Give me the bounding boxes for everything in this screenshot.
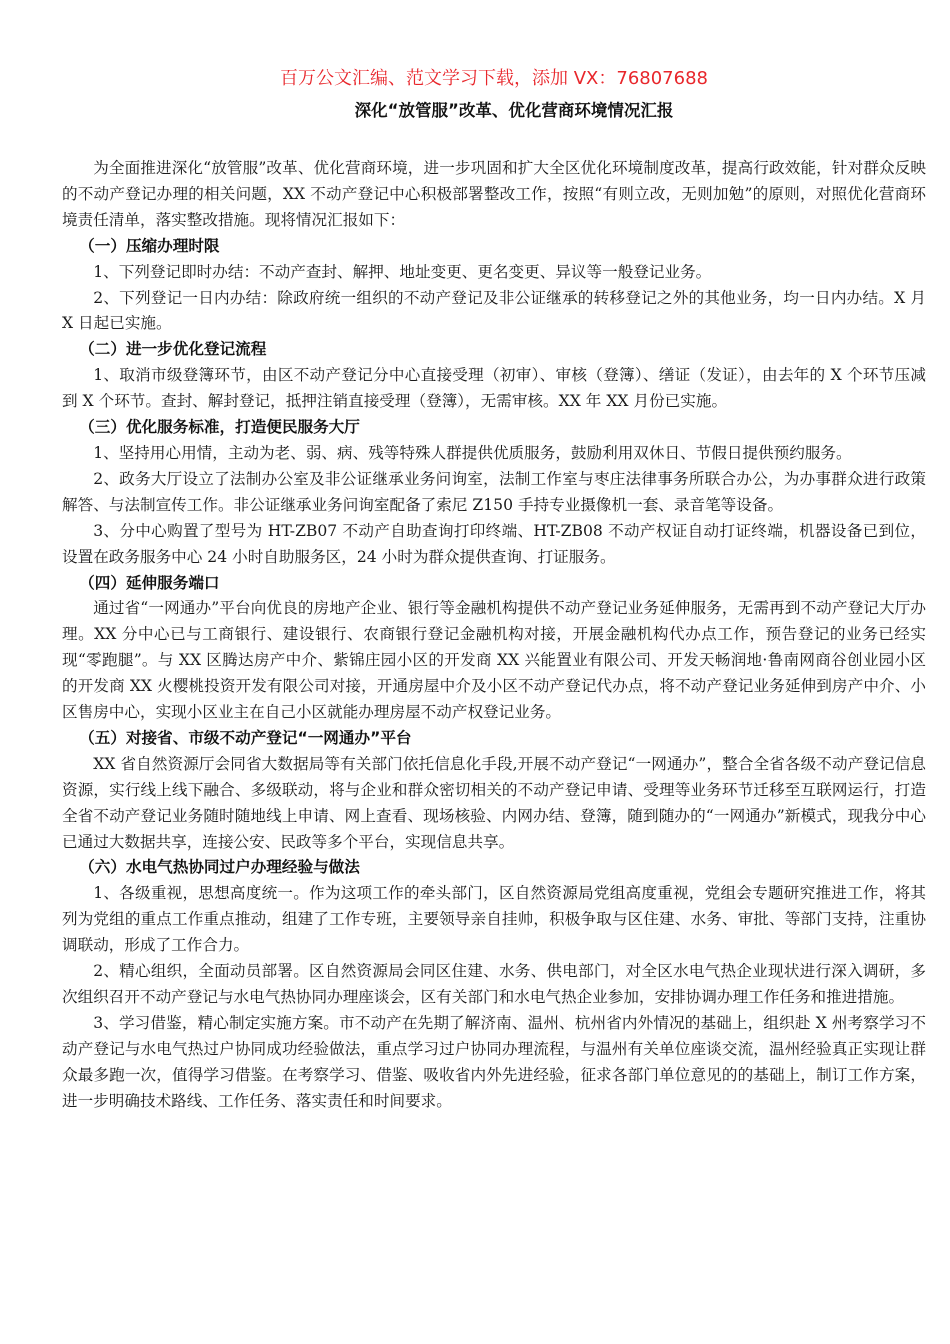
document-page xyxy=(62,66,926,1115)
document-body xyxy=(62,156,926,1115)
section-heading: （五）对接省、市级不动产登记“一网通办”平台 xyxy=(79,728,412,747)
section-heading: （一）压缩办理时限 xyxy=(79,236,220,255)
document-title: 深化“放管服”改革、优化营商环境情况汇报 xyxy=(354,101,674,120)
section-heading: （二）进一步优化登记流程 xyxy=(79,340,267,359)
section-2 xyxy=(62,337,926,415)
section-paragraph: 1、坚持用心用情，主动为老、弱、病、残等特殊人群提供优质服务，鼓励利用双休日、节假日提供预约服务。 xyxy=(93,443,852,462)
section-paragraph: 2、精心组织，全面动员部署。区自然资源局会同区住建、水务、供电部门，对全区水电气热企业现状进行深入调研，多次组织召开不动产登记与水电气热协同办理座谈会，区有关部门和水电气热企业参加，安排协调办理工作任务和推进措施。 xyxy=(62,962,926,1006)
section-4 xyxy=(62,571,926,726)
intro-paragraph: 为全面推进深化“放管服”改革、优化营商环境，进一步巩固和扩大全区优化环境制度改革，提高行政效能，针对群众反映的不动产登记办理的相关问题，XX 不动产登记中心积极部署整改工作，按照“有则立改，无则加勉”的原则，对照优化营商环境责任清单，落实整改措施。现将情况汇报如下： xyxy=(62,159,926,229)
promo-banner: 百万公文汇编、范文学习下载，添加 VX：76807688 xyxy=(280,68,708,89)
section-paragraph: 3、分中心购置了型号为 HT-ZB07 不动产自助查询打印终端、HT-ZB08 不动产权证自动打证终端，机器设备已到位，设置在政务服务中心 24 小时自助服务区，24 小时为群众提供查询、打证服务。 xyxy=(62,521,926,566)
section-1 xyxy=(62,234,926,338)
section-paragraph: XX 省自然资源厅会同省大数据局等有关部门依托信息化手段,开展不动产登记“一网通办”，整合全省各级不动产登记信息资源，实行线上线下融合、多级联动，将与企业和群众密切相关的不动产登记申请、受理等业务环节迁移至互联网运行，打造全省不动产登记业务随时随地线上申请、网上查看、现场核验、内网办结、登簿，随到随办的“一网通办”新模式，现我分中心已通过大数据共享，连接公安、民政等多个平台，实现信息共享。 xyxy=(62,754,926,851)
section-paragraph: 通过省“一网通办”平台向优良的房地产企业、银行等金融机构提供不动产登记业务延伸服务，无需再到不动产登记大厅办理。XX 分中心已与工商银行、建设银行、农商银行登记金融机构对接，开展金融机构代办点工作，预告登记的业务已经实现“零跑腿”。与 XX 区腾达房产中介、紫锦庄园小区的开发商 XX 兴能置业有限公司、开发天畅润地·鲁南网商谷创业园小区的开发商 XX 火樱桃投资开发有限公司对接，开通房屋中介及小区不动产登记代办点，将不动产登记业务延伸到房产中介、小区售房中心，实现小区业主在自己小区就能办理房屋不动产权登记业务。 xyxy=(62,599,926,722)
section-3 xyxy=(62,415,926,570)
section-6 xyxy=(62,855,926,1114)
section-paragraph: 1、取消市级登簿环节，由区不动产登记分中心直接受理（初审）、审核（登簿）、缮证（发证），由去年的 X 个环节压减到 X 个环节。查封、解封登记，抵押注销直接受理（登簿），无需审核。XX 年 XX 月份已实施。 xyxy=(62,366,926,411)
section-paragraph: 1、下列登记即时办结：不动产查封、解押、地址变更、更名变更、异议等一般登记业务。 xyxy=(93,262,712,281)
section-5 xyxy=(62,726,926,856)
section-paragraph: 3、学习借鉴，精心制定实施方案。市不动产在先期了解济南、温州、杭州省内外情况的基础上，组织赴 X 州考察学习不动产登记与水电气热过户协同成功经验做法，重点学习过户协同办理流程，与温州有关单位座谈交流，温州经验真正实现让群众最多跑一次，值得学习借鉴。在考察学习、借鉴、吸收省内外先进经验，征求各部门单位意见的的基础上，制订工作方案，进一步明确技术路线、工作任务、落实责任和时间要求。 xyxy=(62,1013,926,1110)
section-paragraph: 2、政务大厅设立了法制办公室及非公证继承业务问询室，法制工作室与枣庄法律事务所联合办公，为办事群众进行政策解答、与法制宣传工作。非公证继承业务问询室配备了索尼 Z150 手持专业摄像机一套、录音笔等设备。 xyxy=(62,469,926,514)
section-paragraph: 2、下列登记一日内办结：除政府统一组织的不动产登记及非公证继承的转移登记之外的其他业务，均一日内办结。X 月 X 日起已实施。 xyxy=(62,288,926,333)
section-heading: （四）延伸服务端口 xyxy=(79,573,220,592)
section-heading: （三）优化服务标准，打造便民服务大厅 xyxy=(79,418,360,437)
section-paragraph: 1、各级重视，思想高度统一。作为这项工作的牵头部门，区自然资源局党组高度重视，党组会专题研究推进工作，将其列为党组的重点工作重点推动，组建了工作专班，主要领导亲自挂帅，积极争取与区住建、水务、审批、等部门支持，注重协调联动，形成了工作合力。 xyxy=(62,884,926,955)
section-heading: （六）水电气热协同过户办理经验与做法 xyxy=(79,858,360,877)
